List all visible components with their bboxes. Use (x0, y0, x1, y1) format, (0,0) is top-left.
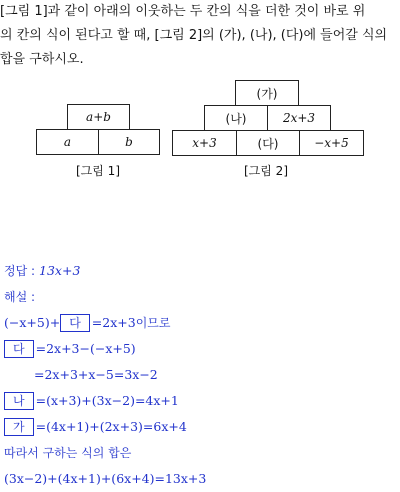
figure-2 (172, 80, 364, 156)
fig2-bottom-left-cell: x+3 (172, 130, 237, 156)
fig2-mid-right-cell: 2x+3 (267, 105, 331, 131)
step-4 (4, 388, 396, 414)
step-1 (4, 310, 396, 336)
step4-eq: =(x+3)+(3x−2)=4x+1 (35, 393, 179, 408)
fig2-bottom-mid-cell-da: (다) (236, 130, 300, 156)
conclusion-line (4, 440, 396, 466)
conclusion-text: 따라서 구하는 식의 합은 (4, 446, 132, 460)
solution (4, 258, 396, 492)
problem-line-1: [그림 1]과 같이 아래의 이웃하는 두 칸의 식을 더한 것이 바로 위 (0, 4, 366, 19)
final-eq: (3x−2)+(4x+1)+(6x+4)=13x+3 (4, 471, 207, 486)
figure-2-caption: [그림 2] (244, 164, 288, 178)
step4-box-na: 나 (4, 392, 34, 410)
step1-suffix: 이므로 (135, 316, 171, 330)
step1-pre: (−x+5)+ (4, 315, 61, 330)
step2-box-da: 다 (4, 340, 34, 358)
step-3 (4, 362, 396, 388)
answer-value: 13x+3 (39, 263, 81, 278)
figure-1-caption: [그림 1] (76, 164, 120, 178)
step3-eq: =2x+3+x−5=3x−2 (34, 367, 158, 382)
fig1-left-cell: a (36, 129, 99, 155)
explanation-label-line (4, 284, 396, 310)
fig2-mid-left-cell-na: (나) (204, 105, 268, 131)
step5-eq: =(4x+1)+(2x+3)=6x+4 (35, 419, 187, 434)
answer-label: 정답 : (4, 264, 36, 278)
fig2-bottom-right-cell: −x+5 (299, 130, 364, 156)
step-2 (4, 336, 396, 362)
problem-text (0, 0, 400, 72)
step1-post: =2x+3 (91, 315, 136, 330)
problem-line-3: 합을 구하시오. (0, 52, 84, 67)
fig1-top-cell: a+b (67, 104, 130, 130)
step-5 (4, 414, 396, 440)
final-line (4, 466, 396, 492)
fig2-top-cell-ga: (가) (235, 80, 299, 106)
step5-box-ga: 가 (4, 418, 34, 436)
step2-eq: =2x+3−(−x+5) (35, 341, 136, 356)
fig1-right-cell: b (98, 129, 160, 155)
problem-line-2: 의 칸의 식이 된다고 할 때, [그림 2]의 (가), (나), (다)에 들어갈 식의 (0, 28, 388, 43)
figure-1 (36, 104, 160, 155)
answer-line (4, 258, 396, 284)
explanation-label: 해설 : (4, 290, 36, 304)
step1-box-da: 다 (60, 314, 90, 332)
